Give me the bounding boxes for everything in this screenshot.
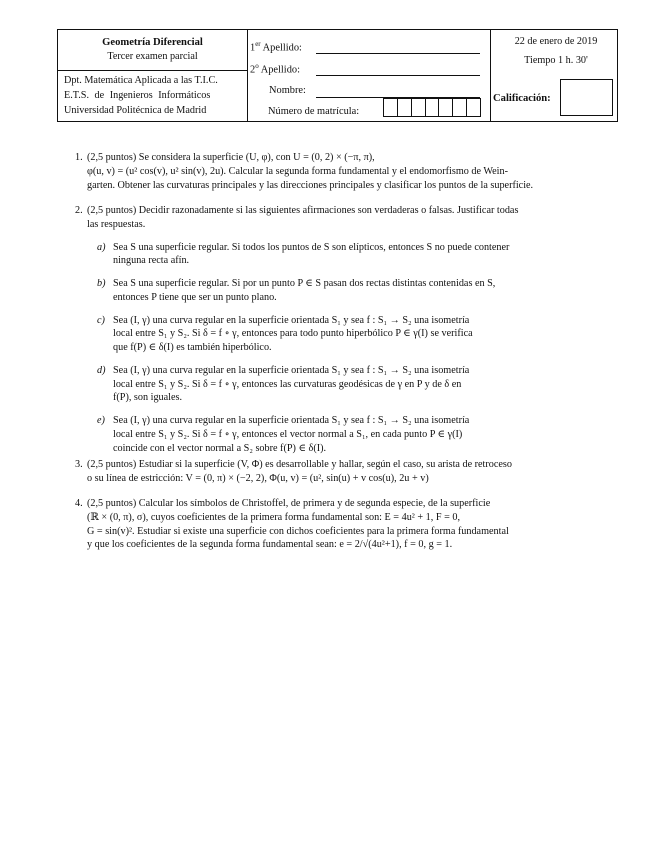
matricula-box[interactable] [439,99,453,116]
matricula-box[interactable] [453,99,467,116]
apellido2-label: Apellido: [258,64,300,76]
question-line: garten. Obtener las curvaturas principales y las direcciones principales y clasificar los puntos de la superficie. [87,179,534,191]
item-line: Sea S una superficie regular. Si todos los puntos de S son elípticos, entonces S no puede contener [113,241,510,253]
exam-duration: Tiempo 1 h. 30' [524,54,588,66]
date-block [496,35,616,68]
apellido1-field [250,40,302,56]
item-line: ninguna recta afín. [113,255,190,267]
question-line: (ℝ × (0, π), σ), cuyos coeficientes de la primera forma fundamental son: E = 4u² + 1, F = 0, [87,511,461,523]
question-4 [75,497,590,552]
item-line: que f(P) ∈ δ(I) es también hiperbólico. [113,342,272,354]
question-1 [75,151,590,192]
department-block [64,74,247,118]
item-label: a) [97,241,106,253]
question-number: 4. [75,498,83,509]
apellido2-ordinal: 2 [250,64,256,76]
question-line: (2,5 puntos) Calcular los símbolos de Christoffel, de primera y de segunda especie, de la superficie [87,498,491,509]
item-line: local entre S₁ y S₂. Si δ = f ∘ γ, entonces para todo punto hiperbólico P ∈ γ(I) se verifica [113,328,473,340]
apellido1-sup: er [255,40,261,48]
item-label: d) [97,364,106,376]
item-line: f(P), son iguales. [113,392,183,404]
question-3 [75,458,590,486]
question-line: φ(u, v) = (u² cos(v), u² sin(v), 2u). Calcular la segunda forma fundamental y el endomorfismo de Wein- [87,165,508,177]
item-line: entonces P tiene que ser un punto plano. [113,291,277,303]
item-line: Sea S una superficie regular. Si por un punto P ∈ S pasan dos rectas distintas contenidas en S, [113,278,496,290]
matricula-field [268,105,359,119]
course-block [58,36,247,64]
question-line: o su línea de estricción: V = (0, π) × (−2, 2), Φ(u, v) = (u², sin(u) + v cos(u), 2u + v) [87,472,429,484]
department-line-2: E.T.S. de Ingenieros Informáticos [64,89,211,101]
exam-date: 22 de enero de 2019 [514,36,598,47]
question-number: 1. [75,152,83,163]
header-divider-right [490,30,491,121]
department-line-3: Universidad Politécnica de Madrid [64,104,207,116]
course-title: Geometría Diferencial [102,37,203,48]
item-line: local entre S₁ y S₂. Si δ = f ∘ γ, entonces el vector normal a S₁, en cada punto P ∈ γ(I) [113,428,463,440]
department-line-1: Dpt. Matemática Aplicada a las T.I.C. [64,75,218,86]
question-2-item-b [75,277,590,305]
matricula-input-boxes[interactable] [383,98,481,117]
calificacion-label: Calificación: [493,93,551,104]
question-line: (2,5 puntos) Se considera la superficie (U, φ), con U = (0, 2) × (−π, π), [87,152,375,163]
matricula-box[interactable] [412,99,426,116]
question-2-item-d [75,364,590,405]
matricula-box[interactable] [467,99,480,116]
exam-name: Tercer examen parcial [107,51,198,63]
apellido2-input[interactable] [316,75,480,76]
header-divider-course [58,70,247,71]
question-line: (2,5 puntos) Estudiar si la superficie (V, Φ) es desarrollable y hallar, según el caso, su arista de retroceso [87,459,512,470]
item-line: Sea (I, γ) una curva regular en la superficie orientada S₁ y sea f : S₁ → S₂ una isometría [113,364,470,376]
nombre-label: Nombre: [269,85,306,96]
question-number: 3. [75,459,83,470]
matricula-label: Número de matrícula: [268,106,360,117]
item-label: e) [97,415,105,427]
item-label: c) [97,314,105,326]
question-line: y que los coeficientes de la segunda forma fundamental sean: e = 2/√(4u²+1), f = 0, g = 1. [87,539,453,551]
question-number: 2. [75,205,83,216]
question-line: G = sin(v)². Estudiar si existe una superficie con dichos coeficientes para la primera forma fundamental [87,525,509,537]
apellido1-ordinal: 1 [250,42,256,54]
apellido2-sup: o [255,62,259,70]
item-line: local entre S₁ y S₂. Si δ = f ∘ γ, entonces las curvaturas geodésicas de γ en P y de δ en [113,378,462,390]
question-line: las respuestas. [87,218,146,230]
item-line: coincide con el vector normal a S₂ sobre f(P) ∈ δ(I). [113,442,327,454]
question-2 [75,204,590,455]
apellido1-label: Apellido: [260,42,302,54]
apellido1-input[interactable] [316,53,480,54]
matricula-box[interactable] [398,99,412,116]
nombre-field [269,84,306,98]
question-2-item-c [75,314,590,355]
calificacion-box[interactable] [560,79,613,116]
item-line: Sea (I, γ) una curva regular en la superficie orientada S₁ y sea f : S₁ → S₂ una isometría [113,415,470,427]
item-label: b) [97,278,106,290]
header-divider-left [247,30,248,121]
matricula-box[interactable] [426,99,440,116]
apellido2-field [250,62,300,78]
question-2-item-e [75,414,590,455]
matricula-box[interactable] [384,99,398,116]
question-line: (2,5 puntos) Decidir razonadamente si las siguientes afirmaciones son verdaderas o falsas. Justificar todas [87,205,519,216]
item-line: Sea (I, γ) una curva regular en la superficie orientada S₁ y sea f : S₁ → S₂ una isometría [113,314,470,326]
question-2-item-a [75,241,590,269]
